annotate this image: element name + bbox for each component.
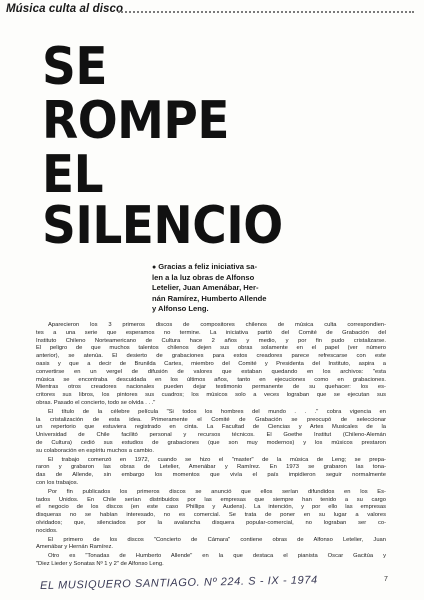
body-line: El trabajo comenzó en 1972, cuando se hizo el "master" de la música de Leng; se prepa- (48, 456, 386, 463)
headline-line-3: EL (42, 144, 104, 206)
body-line: Otro es "Tonadas de Humberto Allende" en la que destaca el pianista Oscar Gacitúa y (48, 553, 386, 560)
body-line: su colaboración en espíritu muchos a cambio. (36, 447, 154, 454)
body-paragraph (36, 322, 386, 408)
bullet-icon: ● (152, 264, 157, 271)
body-line: el negocio de los discos (en este caso Phillips y Audens). La intención, y por ello las empresas (36, 504, 386, 511)
body-line: olvidados; que, silenciados por la avalancha disquera popular-comercial, no lograban ser co- (36, 519, 386, 526)
lead-line: ● Gracias a feliz iniciativa sa- (152, 262, 258, 271)
lead-paragraph (152, 262, 352, 314)
section-header: Música culta al disco (6, 3, 124, 15)
lead-line: len a la luz obras de Alfonso (152, 273, 255, 283)
article-body (36, 322, 386, 570)
body-line: convertirse en un vergel de difusión de valores que estaban quedando en los archivos: "esta (36, 368, 386, 375)
body-line: obras. Pasado el concierto, todo se olvida . . ." (36, 399, 156, 406)
body-paragraph (36, 537, 386, 553)
body-paragraph (36, 409, 386, 456)
body-line: El título de la célebre película "Si todos los hombres del mundo . . ." cobra vigencia en (48, 408, 386, 415)
body-line: de Cultura) cedió sus estudios de grabaciones (que son muy modernos) y los músicos prestaron (36, 439, 386, 446)
body-line: un repertorio que estuviera registrado en cinta. La Facultad de Ciencias y Artes Musicales de la (36, 424, 386, 431)
body-line: anterior), se atenúa. El desierto de grabaciones para estos creadores parece refrescarse con este (36, 353, 386, 360)
body-line: tes a una serie que esperamos no termine. La iniciativa partió del Comité de Grabación del (36, 329, 386, 336)
body-paragraph (36, 489, 386, 536)
lead-line: y Alfonso Leng. (152, 303, 209, 313)
body-line: Universidad de Chile facilitó personal y recursos técnicos. El Goethe Institut (Chileno-Alemán (36, 432, 386, 439)
body-line: con los trabajos. (36, 479, 79, 486)
body-line: El primero de los discos "Concierto de Cámara" contiene obras de Alfonso Letelier, Juan (48, 536, 386, 543)
header-dotted-rule (118, 11, 414, 13)
lead-line: Letelier, Juan Amenábar, Her- (152, 283, 259, 293)
headline-line-1: SE (42, 36, 107, 98)
body-line: critores sus libros, los pintores sus cuadros; los músicos solo a veces lograban que se ejecutan sus (36, 392, 386, 399)
body-line: tados Unidos. En Chile serían distribuidos por las empresas que siempre han tenido a su cargo (36, 496, 386, 503)
body-line: oasis y que a decir de Brunilda Cartes, miembro del Comité y Presidenta del Instituto, aspira a (36, 360, 386, 367)
body-paragraph (36, 553, 386, 569)
body-line: la cristalización de esta idea. Primeramente el Comité de Grabación se preocupó de seleccionar (36, 416, 386, 423)
body-line: Instituto Chileno Norteamericano de Cultura hace 2 años y medio, y por fin pudo cristalizarse. (36, 337, 386, 344)
handwritten-source-annotation: EL MUSIQUERO SANTIAGO. Nº 224. S - IX - 1974 (39, 574, 318, 592)
body-line: Por fin publicados los primeros discos se anunció que ellos serían difundidos en los Es- (48, 488, 386, 495)
body-line: Aparecieron los 3 primeros discos de compositores chilenos de música culta correspondien- (48, 322, 386, 328)
body-line: disqueras no se habían interesado, no es comercial. Se trata de poner en su lugar a valores (36, 512, 386, 519)
body-line: "Diez Lieder y Sonatas Nº 1 y 2" de Alfonso Leng. (36, 560, 164, 567)
page-number: 7 (384, 576, 388, 583)
lead-line: nán Ramírez, Humberto Allende (152, 293, 267, 303)
body-line: Mientras otros creadores nacionales pueden dejar testimonio permanente de su quehacer: los es- (36, 384, 386, 391)
body-line: música se encontraba descuidada en los últimos años, tanto en ejecuciones como en grabaciones. (36, 376, 386, 383)
headline-line-4: SILENCIO (42, 195, 283, 257)
body-line: El peligro de que muchos talentos chilenos dejen sus obras solamente en el papel (ver número (36, 345, 386, 352)
headline-line-2: ROMPE (42, 90, 229, 152)
body-line: das de Allende, sin embargo los momentos que vivía el país impidieron seguir normalmente (36, 472, 386, 479)
body-line: raron y grabaron las obras de Letelier, Amenábar y Ramírez. En 1973 se grabaron las tona- (36, 464, 386, 471)
body-line: Amenábar y Hernán Ramírez. (36, 544, 114, 551)
body-line: nocidos. (36, 527, 58, 534)
body-paragraph (36, 457, 386, 488)
